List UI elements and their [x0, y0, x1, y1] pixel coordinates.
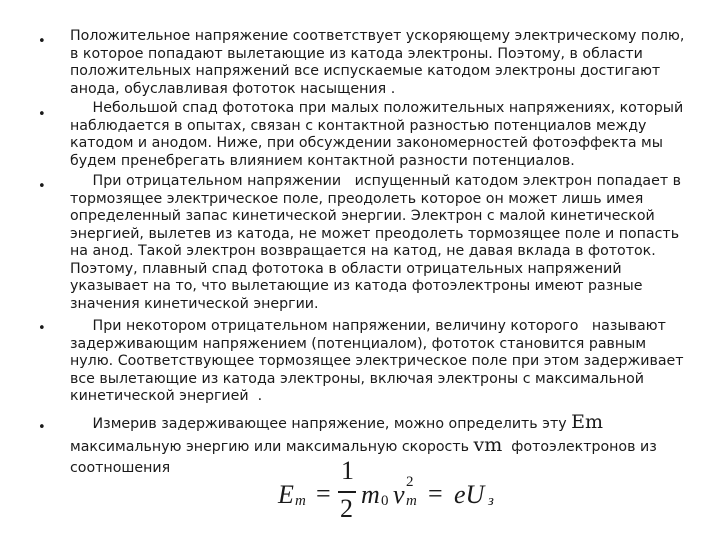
formula-velocity: v: [393, 480, 405, 509]
formula-lhs: E: [278, 480, 294, 509]
formula-lhs-subscript: m: [295, 493, 306, 509]
bullet-4: •: [38, 321, 46, 336]
paragraph-line: указывает на то, что вылетающие из катода фотоэлектроны имеют разные: [70, 278, 643, 294]
formula-denominator: 2: [340, 494, 353, 523]
paragraph-text: максимальную энергию или максимальную скорость: [70, 439, 474, 455]
paragraph-2: [70, 100, 702, 170]
paragraph-line: наблюдается в опытах, связан с контактной разностью потенциалов между: [70, 117, 647, 134]
paragraph-line: [70, 435, 702, 458]
paragraph-line: Небольшой спад фототока при малых положительных напряжениях, который: [70, 100, 684, 116]
paragraph-line: на анод. Такой электрон возвращается на катод, не давая вклада в фототок.: [70, 243, 656, 259]
paragraph-line: [70, 412, 702, 435]
formula-mass-subscript: 0: [381, 493, 389, 509]
max-velocity-symbol: vm: [473, 434, 503, 456]
formula: [278, 456, 518, 540]
formula-rhs: eU: [454, 480, 485, 509]
paragraph-line: задерживающим напряжением (потенциалом), фототок становится равным: [70, 335, 647, 352]
formula-velocity-superscript: 2: [406, 474, 414, 490]
paragraph-line: тормозящее электрическое поле, преодолеть которое он может лишь имея: [70, 190, 644, 207]
paragraph-line: нулю. Соответствующее тормозящее электрическое поле при этом задерживает: [70, 353, 684, 369]
paragraph-line: При отрицательном напряжении испущенный катодом электрон попадает в: [70, 173, 681, 189]
paragraph-line: все вылетающие из катода электроны, включая электроны с максимальной: [70, 370, 645, 387]
paragraph-line: кинетической энергией .: [70, 388, 263, 404]
formula-mass: m: [361, 480, 380, 509]
formula-numerator: 1: [341, 456, 354, 485]
paragraph-3: [70, 173, 702, 313]
formula-velocity-subscript: m: [406, 493, 417, 509]
bullet-5: •: [38, 420, 46, 435]
paragraph-line: значения кинетической энергии.: [70, 295, 319, 312]
paragraph-line: При некотором отрицательном напряжении, величину которого называют: [70, 318, 666, 334]
bullet-2: •: [38, 107, 46, 122]
paragraph-1: [70, 28, 702, 98]
paragraph-line: Поэтому, плавный спад фототока в области отрицательных напряжений: [70, 260, 622, 277]
paragraph-line: положительных напряжений все испускаемые катодом электроны достигают: [70, 63, 661, 79]
paragraph-line: в которое попадают вылетающие из катода электроны. Поэтому, в области: [70, 45, 643, 62]
paragraph-line: Положительное напряжение соответствует ускоряющему электрическому полю,: [70, 28, 685, 44]
fraction-bar: [338, 491, 356, 493]
paragraph-text: фотоэлектронов из: [502, 439, 657, 455]
paragraph-line: определенный запас кинетической энергии. Электрон с малой кинетической: [70, 208, 655, 224]
paragraph-text: Измерив задерживающее напряжение, можно определить эту: [70, 416, 572, 432]
bullet-3: •: [38, 179, 46, 194]
paragraph-line: соотношения: [70, 460, 171, 476]
paragraph-4: [70, 318, 702, 406]
max-energy-symbol: Em: [571, 411, 604, 433]
paragraph-line: будем пренебрегать влиянием контактной разности потенциалов.: [70, 152, 575, 169]
paragraph-line: анода, обуславливая фототок насыщения .: [70, 80, 396, 97]
bullet-1: •: [38, 34, 46, 49]
paragraph-line: катодом и анодом. Ниже, при обсуждении закономерностей фотоэффекта мы: [70, 135, 663, 151]
formula-rhs-subscript: з: [488, 493, 494, 509]
formula-equals: =: [428, 479, 443, 508]
formula-equals: =: [316, 479, 331, 508]
paragraph-line: энергией, вылетев из катода, не может преодолеть тормозящее поле и попасть: [70, 225, 680, 242]
